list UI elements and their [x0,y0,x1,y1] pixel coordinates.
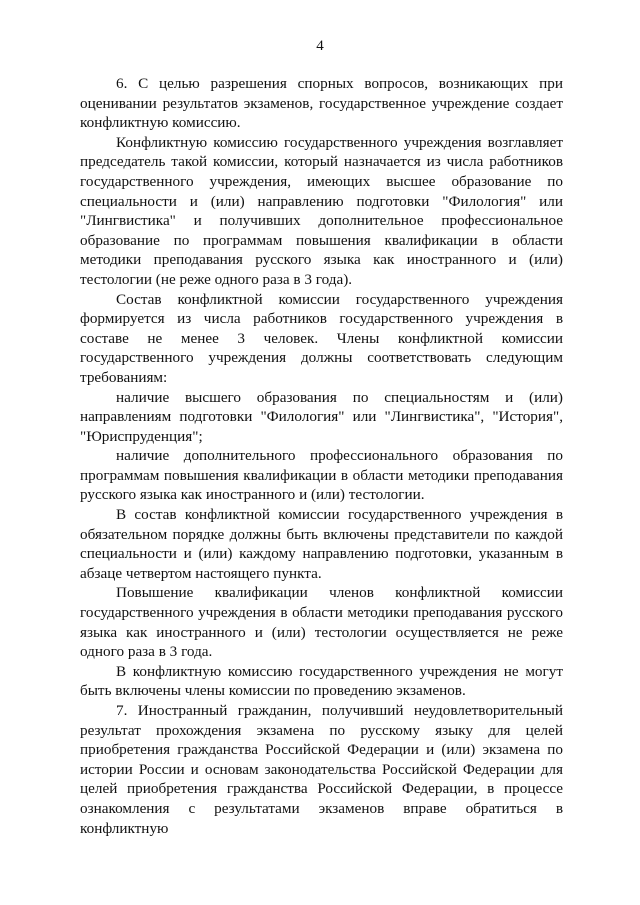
paragraph-commission-chair: Конфликтную комиссию государственного учреждения возглавляет председатель такой комиссии, который назначается из числа работников государственного учреждения, имеющих высшее образование по специальности и (или) направлению подготовки "Филология" или "Лингвистика" и получивших дополнительное профессиональное образование по программам повышения квалификации в области методики преподавания русского языка как иностранного и (или) тестологии (не реже одного раза в 3 года). [80,133,563,288]
paragraph-commission-composition: Состав конфликтной комиссии государственного учреждения формируется из числа работников государственного учреждения в составе не менее 3 человек. Члены конфликтной комиссии государственного учреждения должны соответствовать следующим требованиям: [80,290,563,386]
paragraph-conflict-commission-creation: 6. С целью разрешения спорных вопросов, возникающих при оценивании результатов экзаменов, государственное учреждение создает конфликтную комиссию. [80,75,563,132]
paragraph-appeal-right: 7. Иностранный гражданин, получивший неудовлетворительный результат прохождения экзамена по русскому языку для целей приобретения гражданства Российской Федерации и (или) экзамена по истории России и основам законодательства Российской Федерации для целей приобретения гражданства Российской Федерации, в процессе ознакомления с результатами экзаменов вправе обратиться в конфликтную [80,702,563,837]
paragraph-requirement-higher-education: наличие высшего образования по специальностям и (или) направлениям подготовки "Филология" или "Лингвистика", "История", "Юриспруденция"; [80,388,563,445]
paragraph-exclusion-rule: В конфликтную комиссию государственного учреждения не могут быть включены члены комиссии по проведению экзаменов. [80,662,563,700]
page-number: 4 [316,38,324,54]
paragraph-mandatory-representatives: В состав конфликтной комиссии государственного учреждения в обязательном порядке должны быть включены представители по каждой специальности и (или) каждому направлению подготовки, указанным в абзаце четвертом настоящего пункта. [80,506,563,582]
document-body [80,74,563,838]
paragraph-qualification-upgrade: Повышение квалификации членов конфликтной комиссии государственного учреждения в области методики преподавания русского языка как иностранного и (или) тестологии осуществляется не реже одного раза в 3 года. [80,584,563,661]
paragraph-requirement-additional-education: наличие дополнительного профессионального образования по программам повышения квалификации в области методики преподавания русского языка как иностранного и (или) тестологии. [80,447,563,504]
